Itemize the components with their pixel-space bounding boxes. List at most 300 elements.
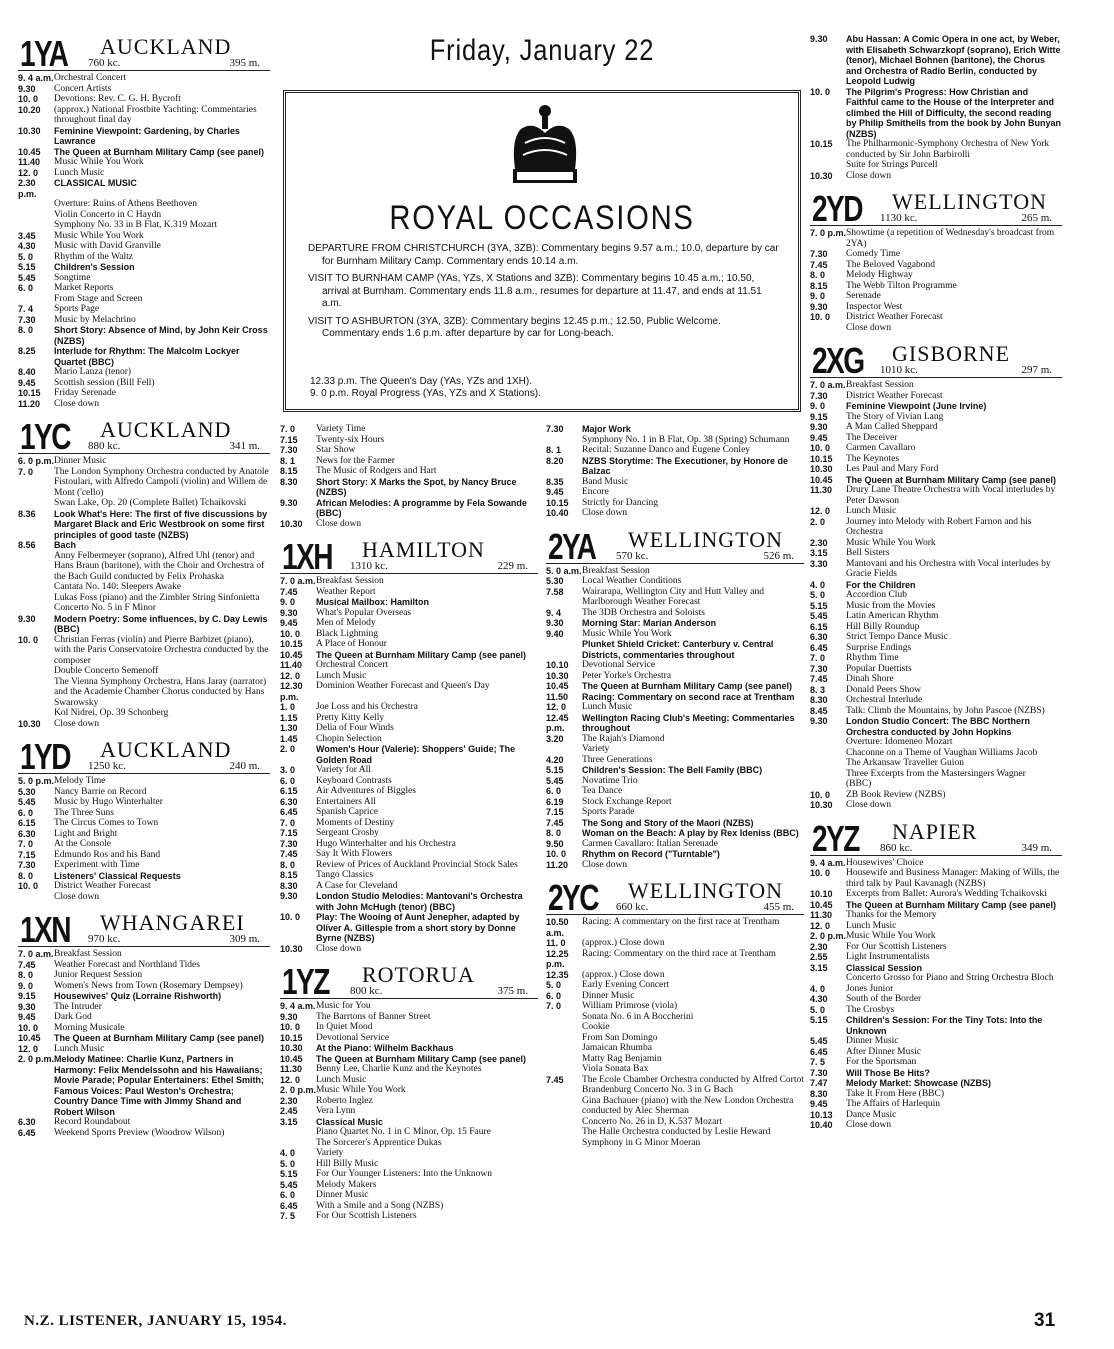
programme-title: For the Sportsman [846, 1057, 917, 1067]
programme-time: 6. 0 [280, 775, 296, 786]
programme-list [810, 858, 1062, 1131]
programme-row [810, 952, 1062, 963]
programme-row [810, 548, 1062, 559]
programme-row [18, 960, 270, 971]
programme-list [280, 424, 538, 529]
station-frequency: 570 kc. [616, 549, 649, 562]
programme-row [280, 1180, 538, 1191]
programme-row [810, 506, 1062, 517]
programme-time: 3.45 [18, 230, 36, 241]
programme-row [810, 485, 1062, 506]
programme-time: 4.30 [810, 994, 828, 1004]
programme-time: 8.35 [546, 476, 564, 487]
programme-row [810, 611, 1062, 622]
programme-time [546, 1096, 582, 1117]
programme-time: 7.30 [546, 424, 564, 434]
day-heading: Friday, January 22 [429, 34, 655, 67]
programme-title: Star Show [316, 445, 356, 455]
programme-time: 10.15 [280, 639, 303, 649]
programme-time: 10. 0 [18, 1022, 39, 1033]
programme-row [810, 443, 1062, 454]
programme-row [18, 105, 270, 126]
programme-time [810, 748, 846, 759]
programme-row [546, 445, 804, 456]
programme-title: Take It From Here (BBC) [846, 1088, 945, 1099]
programme-time: 11.40 [18, 157, 41, 167]
programme-time: 11.30 [810, 485, 833, 495]
programme-row [18, 839, 270, 850]
programme-row [18, 241, 270, 252]
programme-title: Look What's Here: The first of five discussions by Margaret Black and Eric Westbrook on some first principles of good taste (NZBS) [54, 508, 268, 540]
programme-time: 7.30 [810, 1067, 828, 1078]
programme-time: 10.15 [546, 497, 569, 508]
programme-row [280, 1159, 538, 1170]
programme-row [546, 1043, 804, 1054]
programme-title: Sonata No. 6 in A Boccherini [582, 1011, 694, 1022]
programme-title: South of the Border [846, 994, 922, 1004]
programme-title: The Queen at Burnham Military Camp (see panel) [582, 681, 793, 691]
programme-title: Tea Dance [582, 786, 623, 796]
programme-title: What's Popular Overseas [316, 607, 412, 618]
programme-title: Dark God [54, 1012, 92, 1022]
programme-title: Review of Prices of Auckland Provincial Stock Sales [316, 859, 518, 870]
programme-time: 2.45 [280, 1106, 298, 1116]
programme-row [18, 829, 270, 840]
programme-time: 6.45 [810, 1046, 828, 1057]
programme-row [18, 991, 270, 1002]
programme-row [546, 949, 804, 970]
programme-title: Feminine Viewpoint: Gardening, by Charles Lawrance [54, 125, 240, 146]
programme-time [546, 1022, 582, 1033]
programme-time: 1.45 [280, 733, 298, 744]
programme-title: Dinah Shore [846, 674, 894, 684]
programme-time: 7. 4 [18, 304, 34, 314]
programme-title: Morning Star: Marian Anderson [582, 618, 717, 628]
station-2yc [546, 878, 804, 1148]
programme-row [810, 942, 1062, 953]
programme-row [280, 576, 538, 587]
programme-time [810, 323, 846, 334]
programme-time: 5.45 [280, 1179, 298, 1190]
programme-time [18, 498, 54, 509]
programme-title: Les Paul and Mary Ford [846, 464, 939, 474]
programme-row [810, 323, 1062, 334]
programme-title: Inspector West [846, 301, 903, 312]
programme-time [18, 677, 54, 709]
call-sign: 1XN [20, 909, 70, 950]
programme-title: Pretty Kitty Kelly [316, 712, 385, 723]
programme-time: 4.30 [18, 241, 36, 251]
station-wavelength: 526 m. [763, 549, 794, 562]
programme-time [546, 1064, 582, 1075]
programme-time: 2.30 p.m. [18, 178, 37, 199]
programme-row [546, 734, 804, 745]
programme-time: 9.30 [810, 716, 828, 726]
programme-row [810, 653, 1062, 664]
programme-time: 12.25 p.m. [546, 948, 569, 969]
programme-time: 5. 0 p.m. [18, 776, 55, 786]
programme-title: Weather Forecast and Northland Tides [54, 959, 200, 970]
programme-time: 7. 5 [810, 1057, 826, 1067]
programme-title: District Weather Forecast [54, 881, 151, 891]
programme-row [810, 412, 1062, 423]
programme-time: 10.45 [810, 474, 833, 485]
station-2ya [546, 527, 804, 871]
programme-title: Variety [316, 1148, 344, 1158]
programme-row [280, 671, 538, 682]
programme-time: 10.15 [18, 388, 41, 398]
programme-title: Peter Yorke's Orchestra [582, 670, 672, 681]
programme-row [810, 643, 1062, 654]
programme-title: Light and Bright [54, 828, 118, 839]
programme-row [810, 380, 1062, 391]
programme-time: 10.30 [280, 943, 303, 954]
station-2xg [810, 341, 1062, 811]
station-frequency: 1010 kc. [880, 364, 918, 376]
programme-time: 7.15 [280, 434, 298, 445]
station-city: GISBORNE [892, 341, 1011, 366]
programme-row [546, 818, 804, 829]
programme-row [280, 660, 538, 671]
programme-row [280, 723, 538, 734]
programme-title: Dinner Music [846, 1036, 899, 1046]
programme-time [18, 666, 54, 677]
programme-time: 9.45 [18, 1012, 36, 1022]
programme-time: 11.20 [546, 859, 569, 870]
programme-title: Wellington Racing Club's Meeting: Commentaries throughout [582, 712, 795, 733]
programme-time: 8.25 [18, 346, 36, 356]
programme-row [546, 786, 804, 797]
programme-row [18, 593, 270, 604]
programme-title: Close down [316, 518, 362, 529]
programme-title: Weekend Sports Preview (Woodrow Wilson) [54, 1127, 225, 1138]
programme-title: The Queen at Burnham Military Camp (see panel) [54, 1033, 265, 1043]
programme-title: The Sorcerer's Apprentice Dukas [316, 1137, 442, 1148]
programme-title: Showtime (a repetition of Wednesday's broadcast from 2YA) [846, 228, 1055, 249]
programme-row [546, 744, 804, 755]
programme-row [280, 629, 538, 640]
station-city: WHANGAREI [100, 910, 245, 935]
programme-row [18, 787, 270, 798]
programme-time [18, 210, 54, 221]
programme-row [280, 1001, 538, 1012]
programme-row [546, 629, 804, 640]
programme-time: 7.30 [810, 390, 828, 401]
programme-row [546, 487, 804, 498]
programme-title: Dominion Weather Forecast and Queen's Day [316, 681, 490, 691]
programme-row [18, 304, 270, 315]
programme-time: 7. 0 a.m. [810, 380, 846, 390]
programme-title: Excerpts from Ballet: Aurora's Wedding Tchaikovski [846, 889, 1047, 899]
programme-row [280, 650, 538, 661]
programme-title: Orchestral Interlude [846, 695, 923, 705]
programme-time: 6. 0 [546, 990, 562, 1001]
programme-time: 6.19 [546, 796, 564, 807]
programme-title: Breakfast Session [316, 576, 384, 586]
programme-time: 9.50 [546, 838, 564, 849]
royal-item: VISIT TO ASHBURTON (3YA, 3ZB): Commentary begins 12.45 p.m.; 12.50, Public Welcome. Commentary ends 1.6 p.m. after departure by car for Long-beach. [308, 315, 721, 339]
programme-row [280, 1201, 538, 1212]
programme-row [280, 1106, 538, 1117]
programme-row [810, 281, 1062, 292]
programme-title: Concerto Grosso for Piano and String Orchestra Bloch [846, 973, 1054, 983]
programme-row [18, 603, 270, 614]
programme-time: 6.30 [280, 796, 298, 807]
programme-time: 12.30 p.m. [280, 681, 303, 702]
programme-time: 3.15 [280, 1116, 298, 1127]
programme-time: 9. 4 [546, 607, 562, 618]
programme-list [18, 776, 270, 902]
programme-title: Play: The Wooing of Aunt Jenepher, adapted by Oliver A. Gillespie from a short story by Donne Byrne (NZBS) [316, 912, 520, 943]
programme-row [18, 850, 270, 861]
programme-row [280, 435, 538, 446]
programme-row [546, 477, 804, 488]
programme-row [18, 892, 270, 903]
programme-title: Carmen Cavallaro [846, 443, 916, 453]
programme-row [546, 860, 804, 871]
programme-row [546, 828, 804, 839]
programme-row [18, 1002, 270, 1013]
programme-row [18, 666, 270, 677]
programme-title: Surprise Endings [846, 642, 912, 653]
station-1yz [280, 962, 538, 1222]
programme-row [810, 984, 1062, 995]
programme-row [280, 776, 538, 787]
programme-row [280, 1012, 538, 1023]
programme-row [810, 312, 1062, 323]
programme-row [280, 786, 538, 797]
programme-row [810, 1099, 1062, 1110]
programme-time: 2. 0 p.m. [810, 931, 847, 941]
programme-title: Lunch Music [846, 506, 897, 516]
programme-row [18, 283, 270, 294]
programme-row [18, 797, 270, 808]
programme-time [18, 603, 54, 614]
programme-row [18, 399, 270, 410]
programme-title: The Queen at Burnham Military Camp (see panel) [316, 1053, 527, 1064]
programme-row [546, 508, 804, 519]
programme-row [810, 475, 1062, 486]
programme-row [810, 171, 1062, 182]
programme-title: Chopin Selection [316, 733, 382, 744]
programme-time: 9.45 [810, 432, 828, 443]
programme-time: 9.30 [810, 422, 828, 432]
programme-title: Morning Musicale [54, 1022, 125, 1033]
programme-time: 10.45 [18, 1033, 41, 1043]
programme-title: Children's Session: The Bell Family (BBC) [582, 765, 763, 775]
programme-title: Band Music [582, 476, 629, 487]
station-header [280, 961, 538, 1002]
programme-title: District Weather Forecast [846, 390, 943, 401]
programme-title: Accordion Club [846, 590, 907, 600]
programme-row [546, 498, 804, 509]
call-sign: 1XH [282, 536, 332, 577]
programme-title: For the Children [846, 579, 916, 590]
programme-time: 8.36 [18, 508, 36, 519]
programme-row [280, 681, 538, 702]
programme-row [810, 87, 1062, 140]
programme-row [280, 1148, 538, 1159]
programme-time: 7.15 [546, 807, 564, 817]
programme-title: Music While You Work [582, 628, 672, 639]
programme-title: The Vienna Symphony Orchestra, Hans Jaray (narrator) and the Academie Chamber Chorus conducted by Hans Swarowsky [54, 676, 267, 708]
programme-row [18, 498, 270, 509]
programme-row [18, 315, 270, 326]
royal-footnote: 12.33 p.m. The Queen's Day (YAs, YZs and 1XH). [310, 376, 533, 387]
programme-title: Women's News from Town (Rosemary Dempsey) [54, 980, 243, 991]
programme-title: Housewife and Business Manager: Making of Wills, the third talk by Paul Kavanagh (NZBS) [846, 868, 1060, 889]
programme-row [18, 199, 270, 210]
programme-row [546, 776, 804, 787]
programme-row [18, 1054, 270, 1117]
programme-row [280, 1022, 538, 1033]
programme-row [280, 1138, 538, 1149]
station-header [810, 340, 1062, 381]
programme-time: 8.30 [280, 880, 298, 891]
programme-time: 5.45 [810, 1036, 828, 1046]
programme-time: 9.30 [546, 618, 564, 628]
programme-title: Delia of Four Winds [316, 723, 394, 733]
programme-time: 3.20 [546, 733, 564, 744]
programme-row [280, 849, 538, 860]
programme-time: 7.30 [810, 663, 828, 674]
programme-row [810, 270, 1062, 281]
programme-title: The Intruder [54, 1001, 102, 1012]
programme-time: 2. 0 [280, 744, 296, 754]
programme-row [546, 681, 804, 692]
programme-row [18, 210, 270, 221]
programme-title: Close down [846, 800, 892, 810]
programme-time: 9.45 [810, 1099, 828, 1109]
programme-title: From Stage and Screen [54, 293, 143, 304]
programme-time [546, 1127, 582, 1138]
programme-title: Will Those Be Hits? [846, 1067, 930, 1078]
programme-title: Short Story: Absence of Mind, by John Keir Cross (NZBS) [54, 325, 268, 346]
programme-title: The Story of Vivian Lang [846, 411, 944, 422]
programme-title: Bach [54, 540, 77, 550]
programme-row [810, 422, 1062, 433]
programme-time: 9.30 [280, 891, 298, 901]
programme-title: Donald Peers Show [846, 684, 921, 695]
programme-row [810, 868, 1062, 889]
station-wavelength: 309 m. [229, 933, 260, 945]
programme-time: 6. 0 [546, 786, 562, 796]
programme-time: 11.40 [280, 660, 303, 670]
programme-title: Men of Melody [316, 618, 376, 628]
programme-title: The Music of Rodgers and Hart [316, 466, 437, 476]
programme-title: Close down [54, 718, 100, 729]
programme-list [18, 73, 270, 409]
programme-time: 9.30 [810, 34, 828, 44]
programme-time: 6. 0 [18, 807, 34, 818]
programme-row [18, 147, 270, 158]
programme-row [546, 1075, 804, 1086]
programme-title: Violin Concerto in C Haydn [54, 209, 162, 220]
programme-title: Music by Melachrino [54, 314, 136, 325]
programme-title: The Keynotes [846, 453, 900, 464]
programme-title: The Halle Orchestra conducted by Leslie Heward [582, 1127, 771, 1137]
programme-row [810, 160, 1062, 171]
programme-time: 7. 0 [810, 653, 826, 663]
programme-time [18, 294, 54, 305]
programme-time: 7.45 [810, 674, 828, 684]
programme-title: Close down [316, 943, 362, 954]
programme-title: The Beloved Vagabond [846, 259, 935, 270]
station-1xn [18, 910, 270, 1138]
programme-title: Bell Sisters [846, 548, 890, 558]
programme-row [280, 456, 538, 467]
programme-row [810, 1120, 1062, 1131]
programme-title: Overture: Ruins of Athens Beethoven [54, 199, 198, 209]
programme-time: 2.30 [280, 1095, 298, 1106]
programme-row [810, 685, 1062, 696]
programme-list [280, 576, 538, 954]
programme-row [810, 517, 1062, 538]
station-frequency: 1310 kc. [350, 560, 388, 572]
programme-time [546, 1043, 582, 1054]
programme-time: 8. 0 [810, 270, 826, 280]
programme-time: 8. 1 [280, 455, 296, 466]
programme-title: Say It With Flowers [316, 849, 393, 859]
programme-time: 8. 1 [546, 445, 562, 455]
programme-title: Hill Billy Roundup [846, 621, 920, 632]
programme-row [546, 692, 804, 703]
programme-time: 7.30 [280, 445, 298, 455]
programme-title: Music from the Movies [846, 600, 936, 611]
programme-title: Hugo Winterhalter and his Orchestra [316, 838, 456, 849]
programme-title: Sergeant Crosby [316, 828, 379, 838]
programme-row [546, 839, 804, 850]
programme-row [18, 981, 270, 992]
programme-title: Concerto No. 26 in D, K.537 Mozart [582, 1116, 723, 1127]
programme-time: 6.45 [810, 642, 828, 653]
programme-time [546, 1117, 582, 1128]
royal-title: ROYAL OCCASIONS [389, 199, 695, 237]
call-sign: 2XG [812, 340, 864, 381]
programme-time: 3.15 [810, 548, 828, 558]
programme-time: 10.45 [810, 899, 833, 910]
programme-row [810, 858, 1062, 869]
programme-row [280, 1096, 538, 1107]
programme-time: 7.30 [18, 860, 36, 870]
station-header [810, 188, 1062, 229]
programme-row [18, 871, 270, 882]
programme-title: Overture: Idomeneo Mozart [846, 737, 953, 747]
programme-title: Black Lightning [316, 628, 379, 639]
programme-list [546, 917, 804, 1148]
programme-title: Vera Lynn [316, 1106, 356, 1116]
programme-time: 6. 0 [280, 1190, 296, 1200]
programme-title: For Our Scottish Listeners [846, 941, 947, 952]
programme-time: 9.30 [18, 1001, 36, 1012]
programme-title: Air Adventures of Biggles [316, 786, 417, 796]
programme-title: Encore [582, 487, 609, 497]
programme-title: Market Reports [54, 283, 114, 293]
programme-row [18, 231, 270, 242]
station-wavelength: 240 m. [229, 760, 260, 772]
programme-row [18, 262, 270, 273]
station-city: WELLINGTON [628, 878, 783, 903]
programme-title: Close down [54, 891, 100, 902]
programme-row [280, 870, 538, 881]
programme-row [280, 891, 538, 912]
programme-title: (approx.) National Frostbite Yachting: Commentaries throughout final day [54, 104, 257, 125]
programme-title: Music While You Work [846, 931, 936, 941]
crown-icon [503, 99, 587, 191]
station-city: WELLINGTON [628, 526, 783, 552]
programme-time: 5.45 [18, 797, 36, 807]
programme-time: 6.15 [18, 818, 36, 828]
